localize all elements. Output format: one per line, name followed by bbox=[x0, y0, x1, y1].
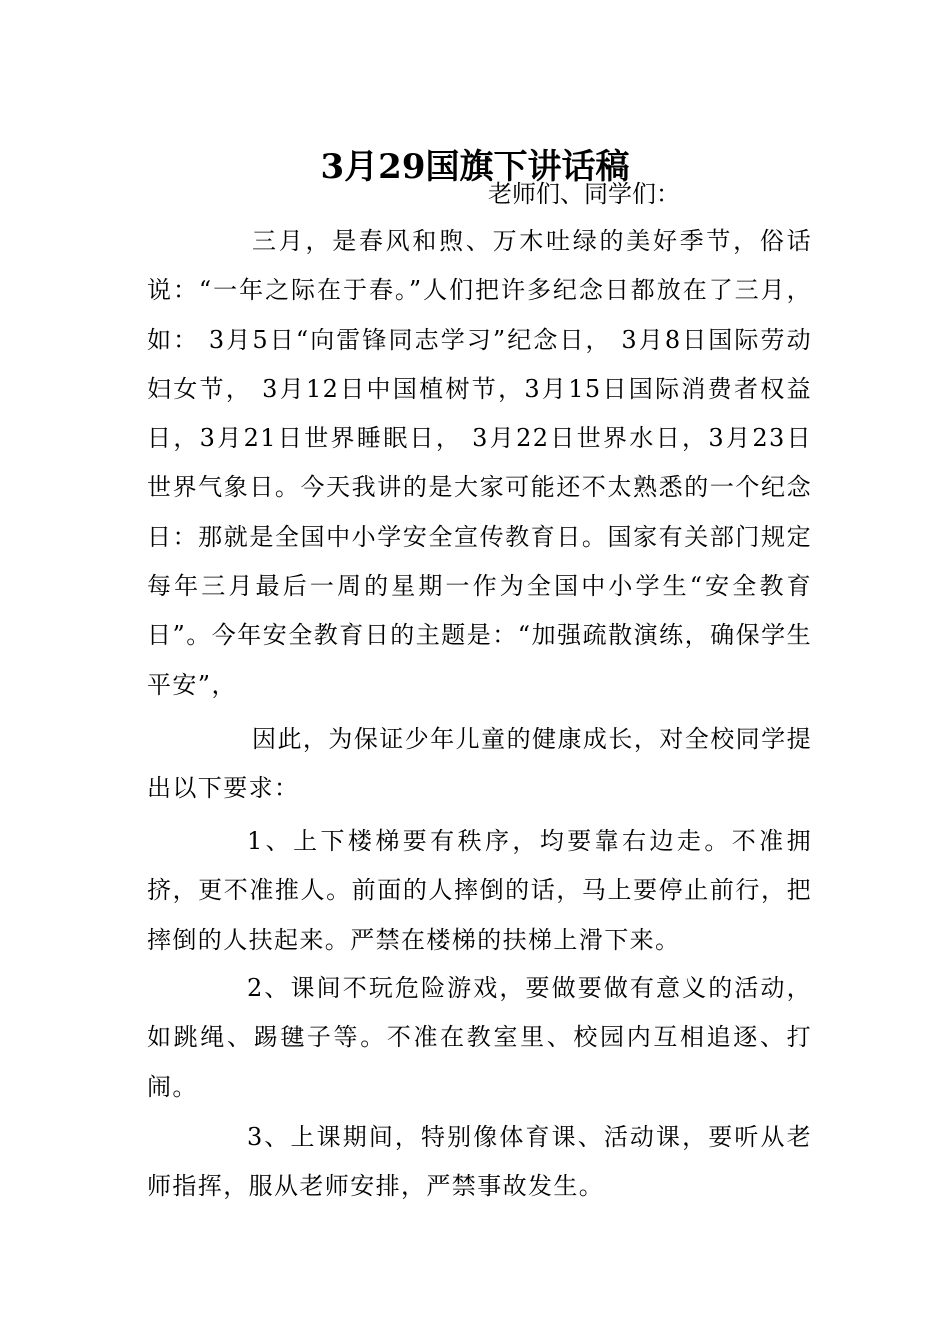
page-title: 3月29国旗下讲话稿 bbox=[320, 146, 630, 187]
paragraph-rule-1: 1、上下楼梯要有秩序，均要靠右边走。不准拥挤，更不准推人。前面的人摔倒的话，马上要停止前行，把摔倒的人扶起来。严禁在楼梯的扶梯上滑下来。 bbox=[147, 827, 812, 954]
paragraph-requirements-intro: 因此，为保证少年儿童的健康成长，对全校同学提出以下要求： bbox=[147, 725, 812, 803]
greeting: 老师们、同学们： bbox=[488, 180, 680, 208]
paragraph-intro: 三月，是春风和煦、万木吐绿的美好季节，俗话说：“一年之际在于春。”人们把许多纪念日都放在了三月，如： 3月5日“向雷锋同志学习”纪念日， 3月8日国际劳动妇女节， 3月12日中国植树节，3月15日国际消费者权益日，3月21日世界睡眠日， 3月22日世界水日，3月23日世界气象日。今天我讲的是大家可能还不太熟悉的一个纪念日：那就是全国中小学安全宣传教育日。国家有关部门规定每年三月最后一周的星期一作为全国中小学生“安全教育日”。今年安全教育日的主题是：“加强疏散演练，确保学生平安”， bbox=[147, 227, 812, 699]
paragraph-rule-3: 3、上课期间，特别像体育课、活动课，要听从老师指挥，服从老师安排，严禁事故发生。 bbox=[147, 1123, 812, 1201]
paragraph-rule-2: 2、课间不玩危险游戏，要做要做有意义的活动，如跳绳、踢毽子等。不准在教室里、校园内互相追逐、打闹。 bbox=[147, 974, 812, 1101]
